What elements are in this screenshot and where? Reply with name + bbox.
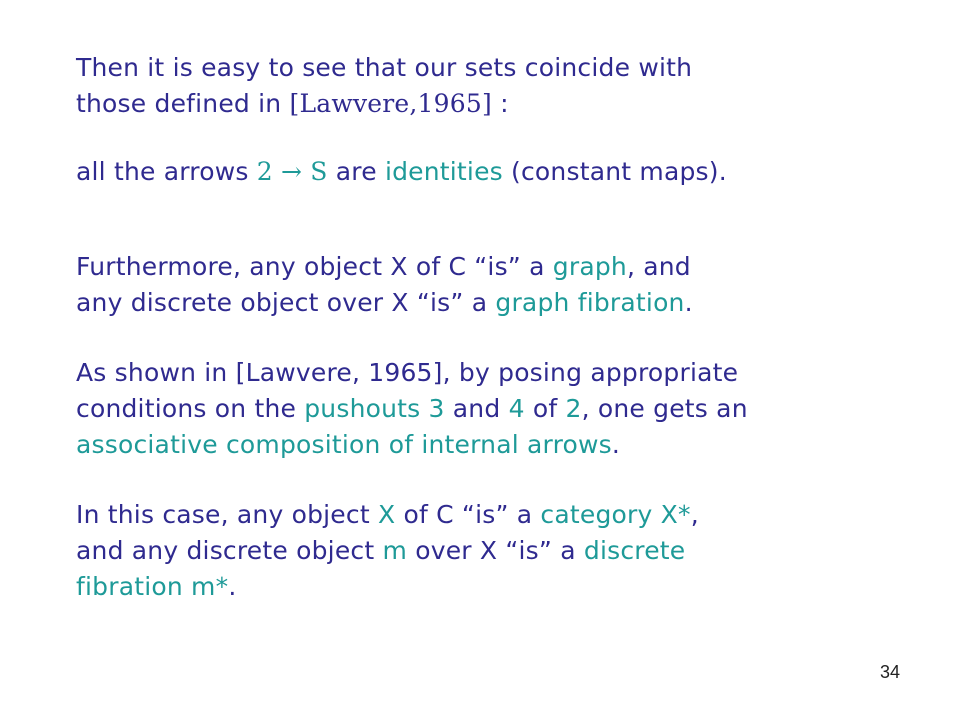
intro-colon: : [491, 89, 509, 118]
pushouts-line-2: conditions on the [76, 394, 305, 423]
paragraph-pushouts [76, 355, 748, 463]
graph-period: . [684, 288, 693, 317]
pushouts-term: pushouts 3 [304, 394, 445, 423]
identities-term: identities [384, 157, 503, 186]
arrow-2-to-S: 2 → S [256, 157, 328, 186]
graph-line-1: Furthermore, any object X of C “is” a [76, 252, 553, 281]
pushouts-of: of [524, 394, 566, 423]
intro-line-1: Then it is easy to see that our sets coincide with [76, 53, 693, 82]
fibration-term: fibration m* [76, 572, 229, 601]
reference-lawvere-1965: [Lawvere,1965] [289, 89, 492, 118]
graph-term: graph [552, 252, 627, 281]
category-term: category X* [540, 500, 691, 529]
pushouts-line-1: As shown in [Lawvere, 1965], by posing appropriate [76, 358, 739, 387]
object-2: 2 [565, 394, 582, 423]
constant-maps: (constant maps). [502, 157, 727, 186]
graph-fibration-term: graph fibration [495, 288, 685, 317]
object-X: X [378, 500, 396, 529]
pushouts-period: . [611, 430, 621, 459]
category-period: . [228, 572, 237, 601]
category-line-1: In this case, any object [76, 500, 378, 529]
category-comma: , [690, 500, 699, 529]
arrows-are: are [327, 157, 385, 186]
intro-line-2: those defined in [76, 89, 290, 118]
category-of-C: of C “is” a [395, 500, 541, 529]
paragraph-category [76, 497, 699, 605]
paragraph-arrows [76, 154, 727, 190]
paragraph-intro [76, 50, 692, 122]
page-number: 34 [879, 662, 900, 682]
associative-composition-term: associative composition of internal arrows [76, 430, 612, 459]
discrete-term: discrete [583, 536, 686, 565]
graph-and: , and [626, 252, 691, 281]
category-line-2: and any discrete object [76, 536, 383, 565]
pushouts-and: and [444, 394, 509, 423]
pushouts-gets: , one gets an [581, 394, 748, 423]
object-m: m [382, 536, 408, 565]
arrows-text: all the arrows [76, 157, 257, 186]
graph-line-2: any discrete object over X “is” a [76, 288, 496, 317]
pushout-4: 4 [508, 394, 525, 423]
category-over-X: over X “is” a [407, 536, 584, 565]
paragraph-graph [76, 249, 693, 321]
